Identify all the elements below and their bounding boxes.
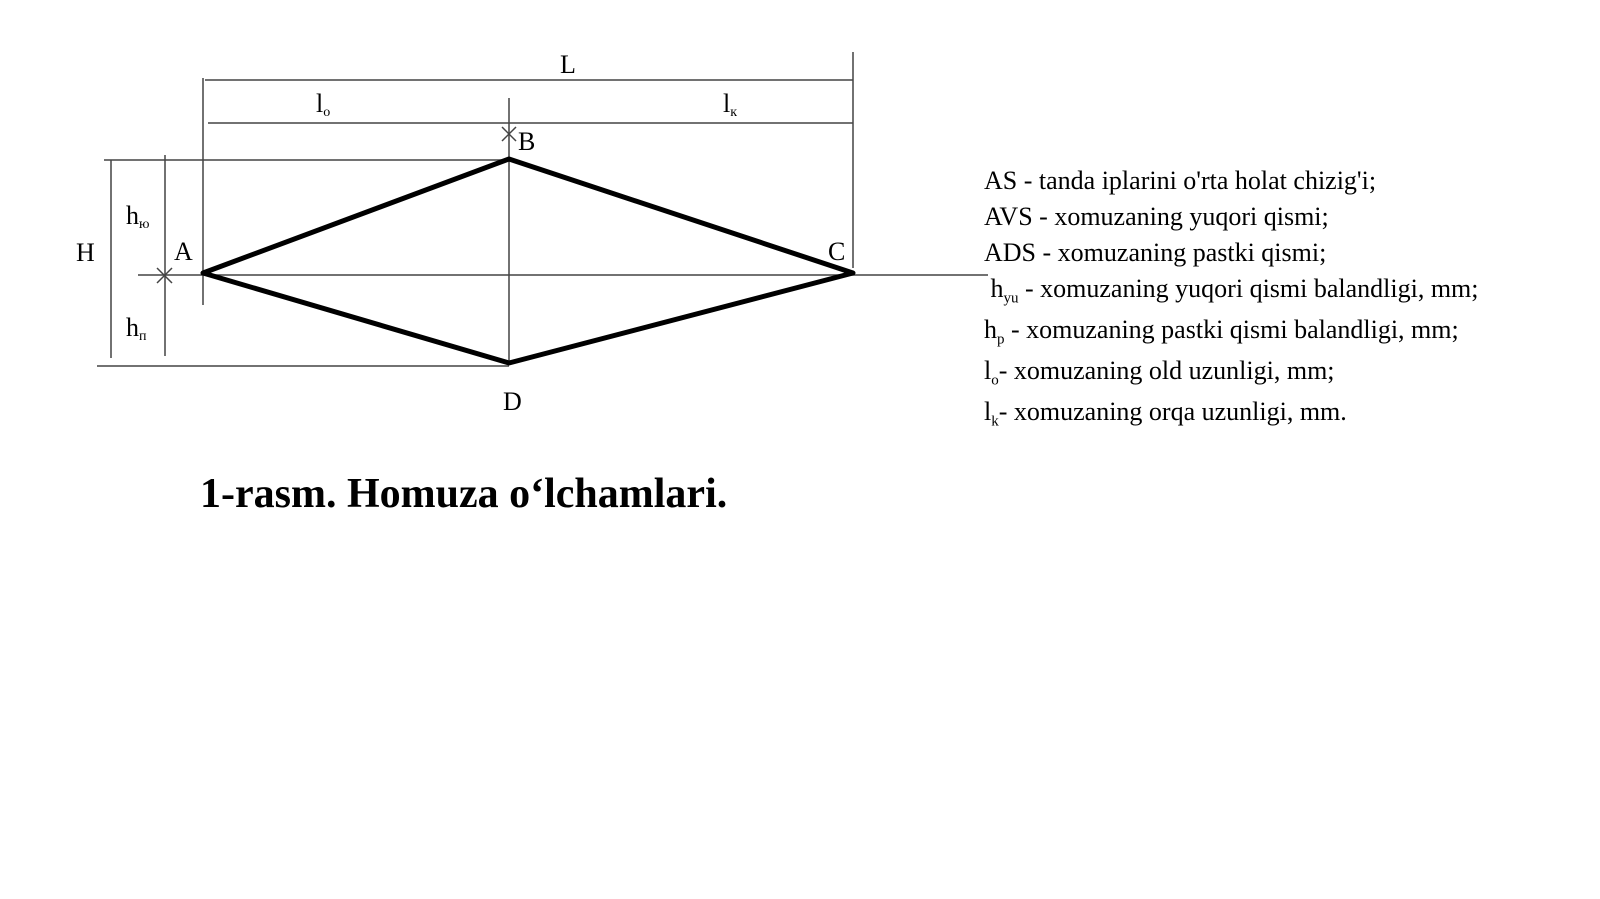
legend-item: ADS - xomuzaning pastki qismi; [984, 238, 1327, 267]
legend-item: $h_p$ - xomuzaning pastki qismi balandligi, mm; [984, 315, 1459, 348]
label-lo: lo [316, 89, 331, 120]
legend-item: AVS - xomuzaning yuqori qismi; [984, 202, 1329, 231]
shed-rhombus [203, 159, 853, 363]
label-hyu: hю [126, 201, 150, 232]
label-L: L [560, 50, 576, 79]
label-A: A [174, 237, 193, 266]
legend-item: AS - tanda iplarini o'rta holat chizig'i; [984, 166, 1377, 195]
legend-item: $h_{yu}$ - xomuzaning yuqori qismi balandligi, mm; [984, 274, 1479, 307]
legend-item: $l_o-$ xomuzaning old uzunligi, mm; [984, 356, 1335, 389]
label-B: B [518, 127, 536, 156]
label-C: C [828, 237, 846, 266]
legend-item: $l_k-$ xomuzaning orqa uzunligi, mm. [984, 397, 1347, 430]
legend [984, 168, 1479, 440]
label-D: D [503, 387, 522, 416]
label-hp: hп [126, 313, 147, 344]
label-H: H [76, 238, 95, 267]
figure-caption: 1-rasm. Homuza o‘lchamlari. [200, 471, 728, 517]
shed-diagram [0, 0, 990, 440]
label-lk: lк [723, 89, 738, 120]
